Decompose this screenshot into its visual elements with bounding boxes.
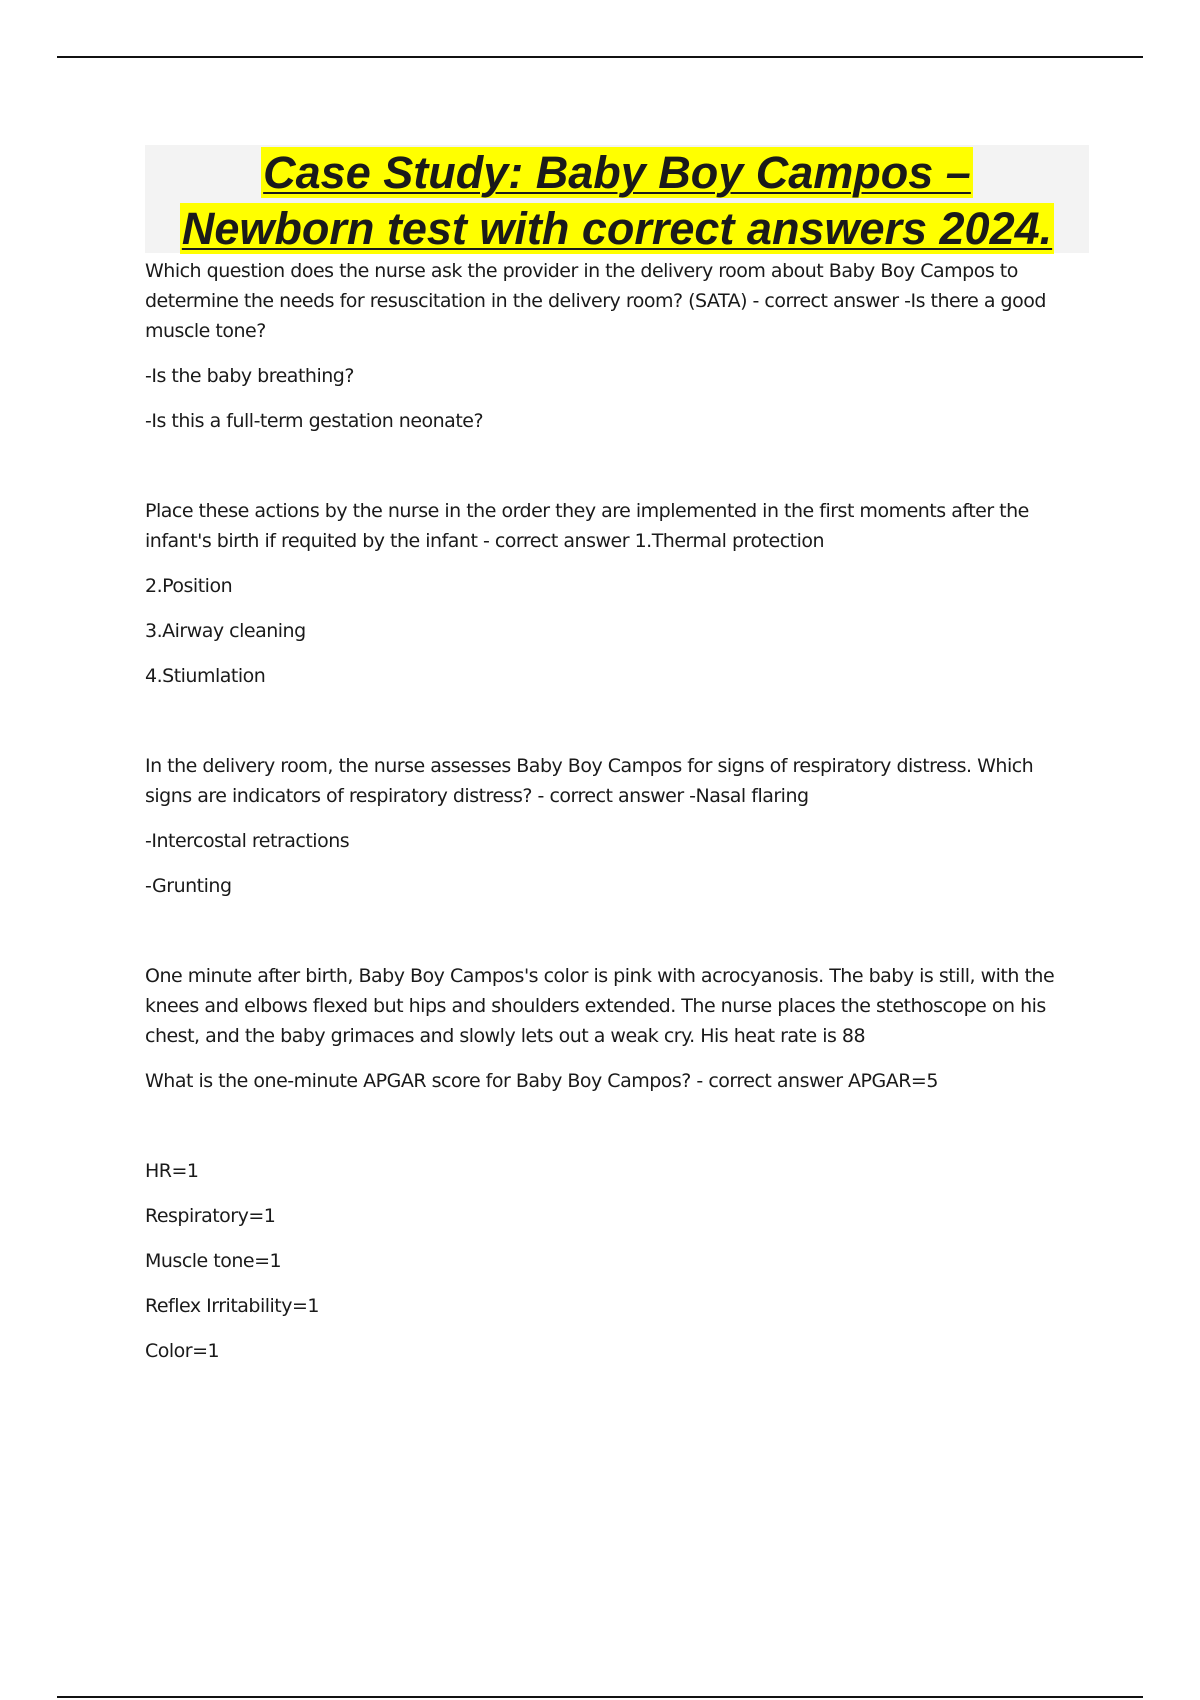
apgar-item: Color=1 — [145, 1340, 220, 1362]
document-body — [145, 256, 1085, 1381]
question-4: What is the one-minute APGAR score for Baby Boy Campos? - correct answer APGAR=5 — [145, 1070, 938, 1092]
answer-line: 2.Position — [145, 575, 233, 597]
apgar-item: HR=1 — [145, 1160, 199, 1182]
question-2: Place these actions by the nurse in the order they are implemented in the first moments after the infant's birth if requited by the infant - correct answer 1.Thermal protection — [145, 500, 1029, 552]
answer-line: -Is this a full-term gestation neonate? — [145, 410, 484, 432]
question-4-scenario: One minute after birth, Baby Boy Campos's color is pink with acrocyanosis. The baby is still, with the knees and elbows flexed but hips and shoulders extended. The nurse places the stethoscope on his chest, and the baby grimaces and slowly lets out a weak cry. His heat rate is 88 — [145, 965, 1055, 1047]
answer-line: 4.Stiumlation — [145, 665, 266, 687]
answer-line: 3.Airway cleaning — [145, 620, 306, 642]
title-block — [145, 145, 1089, 253]
title-text-1: Case Study: Baby Boy Campos – — [263, 147, 971, 198]
title-line-2 — [145, 201, 1089, 257]
top-rule — [57, 56, 1143, 58]
apgar-item: Reflex Irritability=1 — [145, 1295, 320, 1317]
apgar-item: Respiratory=1 — [145, 1205, 276, 1227]
title-line-1 — [145, 145, 1089, 201]
answer-line: -Grunting — [145, 875, 232, 897]
answer-line: -Intercostal retractions — [145, 830, 350, 852]
answer-line: -Is the baby breathing? — [145, 365, 354, 387]
question-3: In the delivery room, the nurse assesses Baby Boy Campos for signs of respiratory distress. Which signs are indicators of respiratory distress? - correct answer -Nasal flaring — [145, 755, 1034, 807]
title-text-2: Newborn test with correct answers 2024. — [181, 203, 1053, 254]
bottom-rule — [57, 1696, 1143, 1698]
question-1: Which question does the nurse ask the provider in the delivery room about Baby Boy Campos to determine the needs for resuscitation in the delivery room? (SATA) - correct answer -Is there a good muscle tone? — [145, 260, 1046, 342]
apgar-item: Muscle tone=1 — [145, 1250, 282, 1272]
